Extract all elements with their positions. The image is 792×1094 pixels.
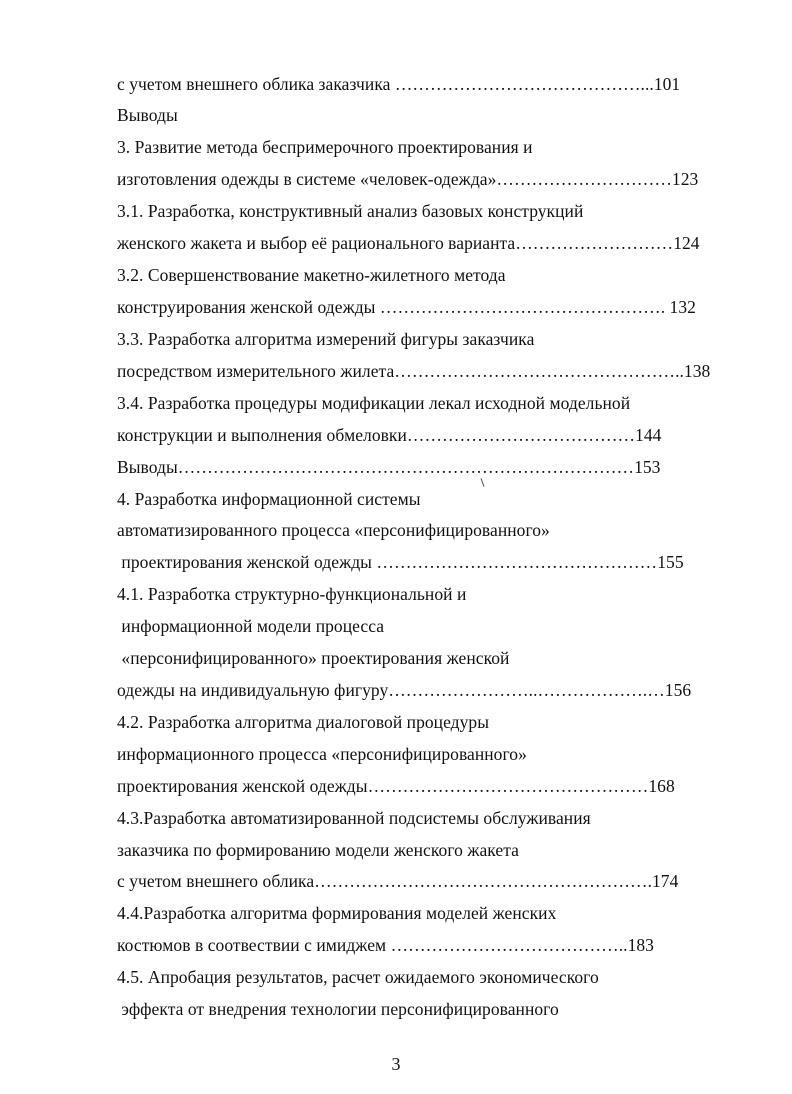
toc-line: 3.3. Разработка алгоритма измерений фигуры заказчика: [117, 329, 535, 349]
toc-line: проектирования женской одежды…………………………………………168: [117, 776, 675, 796]
toc-line: Выводы: [117, 105, 178, 125]
toc-line: «персонифицированного» проектирования женской: [117, 648, 510, 668]
toc-line: конструирования женской одежды …………………………………………. 132: [117, 297, 696, 317]
toc-line: проектирования женской одежды …………………………………………155: [117, 552, 684, 572]
toc-line: конструкции и выполнения обмеловки…………………………………144: [117, 425, 662, 445]
toc-line: 4.3.Разработка автоматизированной подсистемы обслуживания: [117, 808, 591, 828]
toc-line: заказчика по формированию модели женского жакета: [117, 840, 519, 860]
toc-line: 4. Разработка информационной системы: [117, 489, 421, 509]
toc-line: посредством измерительного жилета…………………………………………..138: [117, 361, 711, 381]
toc-line: автоматизированного процесса «персонифицированного»: [117, 520, 550, 540]
toc-line: 3.1. Разработка, конструктивный анализ базовых конструкций: [117, 201, 584, 221]
toc-line: 4.2. Разработка алгоритма диалоговой процедуры: [117, 712, 490, 732]
page-number: 3: [391, 1054, 401, 1074]
toc-line: 3.2. Совершенствование макетно-жилетного метода: [117, 265, 506, 285]
toc-line: 3.4. Разработка процедуры модификации лекал исходной модельной: [117, 393, 631, 413]
toc-line: Выводы……………………………………………………………………153: [117, 457, 661, 477]
toc-line: 4.4.Разработка алгоритма формирования моделей женских: [117, 903, 557, 923]
toc-line: изготовления одежды в системе «человек-одежда»…………………………123: [117, 169, 699, 189]
toc-line: 4.5. Апробация результатов, расчет ожидаемого экономического: [117, 967, 599, 987]
toc-line: 3. Развитие метода беспримерочного проектирования и: [117, 137, 533, 157]
toc-line: с учетом внешнего облика заказчика ……………………………………...101: [117, 74, 681, 94]
toc-line: информационной модели процесса: [117, 616, 385, 636]
toc-line: женского жакета и выбор её рационального варианта………………………124: [117, 233, 700, 253]
toc-line: эффекта от внедрения технологии персонифицированного: [117, 999, 559, 1019]
toc-line: информационного процесса «персонифицированного»: [117, 744, 527, 764]
toc-line: костюмов в соотвествии с имиджем …………………………………..183: [117, 935, 654, 955]
toc-line: одежды на индивидуальную фигуру……………………..……………….…156: [117, 680, 692, 700]
toc-line: 4.1. Разработка структурно-функциональной и: [117, 584, 467, 604]
toc-line: с учетом внешнего облика………………………………………………….174: [117, 871, 679, 891]
